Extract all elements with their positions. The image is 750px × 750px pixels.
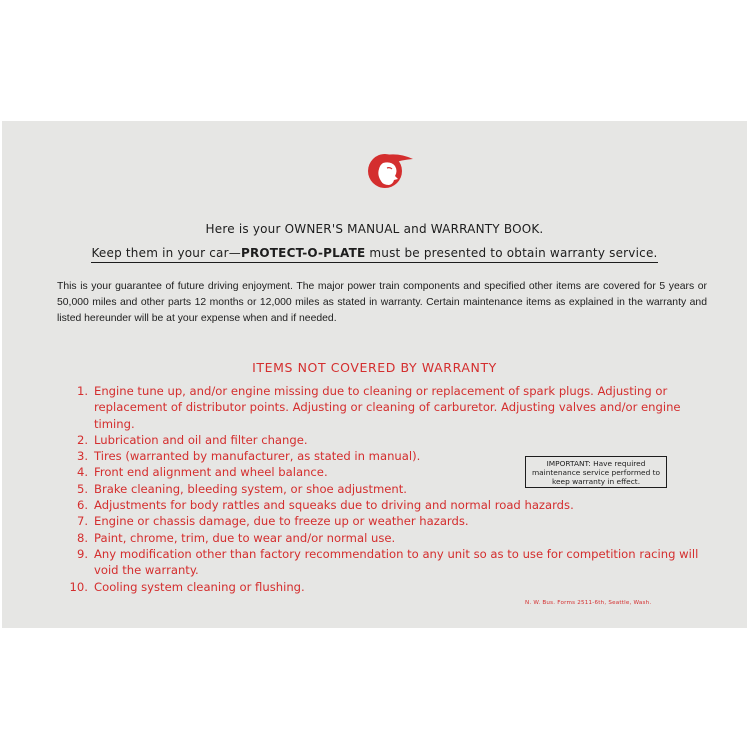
item-number: 10. [69, 579, 88, 594]
item-number: 1. [76, 384, 88, 398]
item-text: Engine or chassis damage, due to freeze up or weather hazards. [94, 514, 469, 529]
important-note-box: IMPORTANT: Have required maintenance service performed to keep warranty in effect. [525, 456, 667, 488]
item-text: Engine tune up, and/or engine missing due to cleaning or replacement of spark plugs. Adjusting or replacement of distributor points. Adjusting or cleaning of carburetor. Adjusting valves and/or engine timing. [94, 384, 681, 431]
list-item [64, 513, 704, 529]
items-not-covered-list [64, 383, 704, 595]
item-number: 7. [76, 514, 88, 529]
item-text: Tires (warranted by manufacturer, as stated in manual). [94, 449, 421, 464]
item-text: Front end alignment and wheel balance. [94, 465, 328, 480]
list-item [64, 497, 704, 513]
intro-paragraph: This is your guarantee of future driving enjoyment. The major power train components and specified other items are covered for 5 years or 50,000 miles and other parts 12 months or 12,000 miles as stated in warranty. Certain maintenance items as explained in the warranty and listed hereunder will be at your expense when and if needed. [57, 281, 707, 324]
list-item [64, 530, 704, 546]
protect-o-plate-label: PROTECT-O-PLATE [240, 246, 366, 260]
list-item [64, 432, 704, 448]
headline-owners-manual: Here is your OWNER'S MANUAL and WARRANTY BOOK. [205, 222, 544, 236]
item-text: Any modification other than factory recommendation to any unit so as to use for competition racing will void the warranty. [94, 546, 699, 578]
item-text: Cooling system cleaning or flushing. [94, 579, 305, 594]
item-text: Lubrication and oil and filter change. [94, 432, 308, 447]
item-number: 9. [76, 546, 88, 561]
item-number: 3. [76, 449, 88, 464]
item-number: 6. [76, 498, 88, 513]
headline-2-prefix: Keep them in your car— [91, 246, 241, 260]
item-number: 8. [76, 530, 88, 545]
item-number: 4. [76, 465, 88, 480]
item-text: Adjustments for body rattles and squeaks due to driving and normal road hazards. [94, 498, 574, 513]
item-number: 5. [76, 481, 88, 496]
headline-2-suffix: must be presented to obtain warranty service. [365, 246, 658, 260]
pontiac-indian-head-logo-icon [365, 149, 415, 191]
list-item [64, 546, 704, 579]
headline-protect-o-plate [2, 246, 747, 260]
printer-footer: N. W. Bus. Forms 2511-6th, Seattle, Wash. [525, 600, 652, 606]
item-number: 2. [76, 432, 88, 447]
item-text: Brake cleaning, bleeding system, or shoe adjustment. [94, 481, 407, 496]
list-item [64, 579, 704, 595]
item-text: Paint, chrome, trim, due to wear and/or normal use. [94, 530, 396, 545]
list-item [64, 383, 704, 432]
section-title-items-not-covered: ITEMS NOT COVERED BY WARRANTY [252, 360, 497, 375]
warranty-card [2, 121, 747, 628]
